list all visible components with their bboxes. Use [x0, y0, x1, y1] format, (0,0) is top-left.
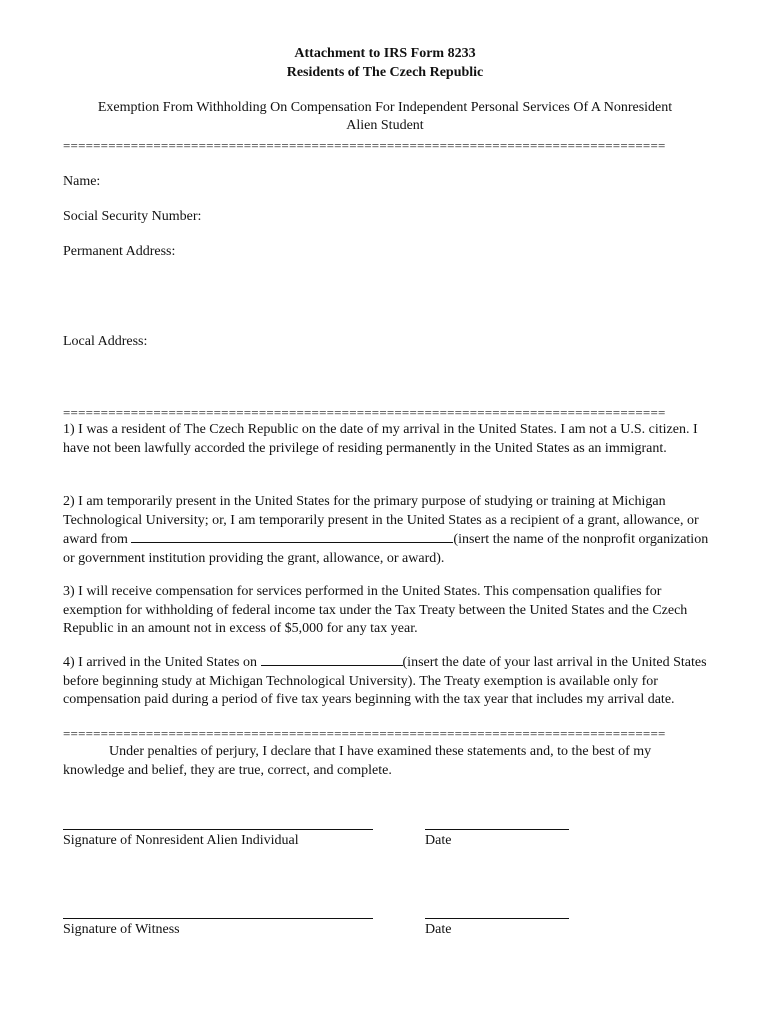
statement-2-text-a: 2) I am temporarily present in the United States for the primary purpose of studying or training at Michigan Technological University; or, I am temporarily present in the United States as a recipient of a grant, allowance, or award from — [63, 494, 699, 547]
form-description-line-2: Alien Student — [346, 118, 424, 133]
alien-date-line[interactable] — [425, 829, 569, 830]
form-title: Attachment to IRS Form 8233 — [294, 46, 476, 61]
separator-middle: ================================================================================ — [63, 406, 666, 420]
permanent-address-label: Permanent Address: — [63, 244, 176, 259]
separator-top: ================================================================================ — [63, 139, 666, 153]
local-address-label: Local Address: — [63, 334, 148, 349]
statement-4-text-b: (insert the date of your last arrival in the United States before beginning study at Michigan Technological University). The Treaty exemption is available only for compensation paid during a period of five tax years beginning with the tax year that includes my arrival date. — [63, 655, 707, 707]
ssn-label: Social Security Number: — [63, 209, 202, 224]
statement-4 — [63, 653, 713, 710]
form-description-line-1: Exemption From Withholding On Compensation For Independent Personal Services Of A Nonresident — [97, 100, 673, 115]
alien-signature-label: Signature of Nonresident Alien Individual — [63, 833, 299, 848]
perjury-declaration: Under penalties of perjury, I declare that I have examined these statements and, to the best of my knowledge and belief, they are true, correct, and complete. — [63, 744, 652, 778]
statement-4-text-a: 4) I arrived in the United States on — [63, 655, 261, 670]
alien-date-label: Date — [425, 833, 452, 848]
form-subtitle: Residents of The Czech Republic — [286, 65, 484, 80]
statement-2-text-b: (insert the name of the nonprofit organization or government institution providing the grant, allowance, or award). — [63, 532, 709, 566]
witness-date-line[interactable] — [425, 918, 569, 919]
alien-signature-line[interactable] — [63, 829, 373, 830]
witness-date-label: Date — [425, 922, 452, 937]
statement-1: 1) I was a resident of The Czech Republic on the date of my arrival in the United States. I am not a U.S. citizen. I have not been lawfully accorded the privilege of residing permanently in the United States as an immigrant. — [63, 422, 698, 456]
statement-2 — [63, 493, 713, 568]
witness-signature-line[interactable] — [63, 918, 373, 919]
witness-signature-label: Signature of Witness — [63, 922, 180, 937]
grant-source-blank[interactable] — [131, 530, 453, 543]
name-label: Name: — [63, 174, 101, 189]
statement-3: 3) I will receive compensation for services performed in the United States. This compensation qualifies for exemption for withholding of federal income tax under the Tax Treaty between the United States and the Czech Republic in an amount not in excess of $5,000 for any tax year. — [63, 584, 688, 636]
separator-bottom: ================================================================================ — [63, 727, 666, 741]
arrival-date-blank[interactable] — [261, 653, 403, 666]
